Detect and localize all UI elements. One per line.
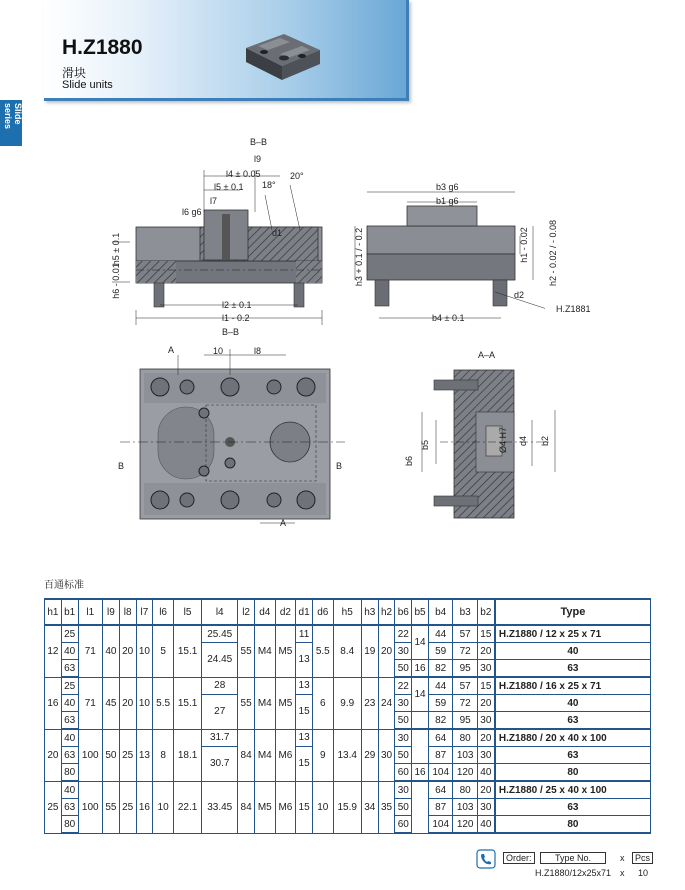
cell-b5 bbox=[412, 712, 429, 730]
header-l1: l1 bbox=[78, 599, 102, 625]
top-view-drawing bbox=[110, 345, 350, 535]
cell-b4: 64 bbox=[428, 729, 452, 747]
cell-d4: M4 bbox=[254, 625, 275, 677]
cell-b4: 82 bbox=[428, 712, 452, 730]
section-bb-drawing bbox=[100, 150, 340, 340]
cell-b4: 87 bbox=[428, 799, 452, 816]
order-example: H.Z1880/12x25x71 bbox=[535, 868, 612, 878]
cell-h1: 25 bbox=[45, 781, 62, 833]
cell-b1: 40 bbox=[61, 781, 78, 799]
cell-h1: 20 bbox=[45, 729, 62, 781]
cell-b2: 30 bbox=[477, 799, 494, 816]
cell-l1: 100 bbox=[78, 781, 102, 833]
cell-b4: 87 bbox=[428, 747, 452, 764]
dim-h1: h1 - 0.02 bbox=[518, 227, 529, 263]
header-b1: b1 bbox=[61, 599, 78, 625]
cell-b1: 63 bbox=[61, 712, 78, 730]
phone-icon bbox=[476, 849, 496, 869]
dim-l5: l5 ± 0.1 bbox=[214, 182, 244, 192]
pcs-label: Pcs bbox=[632, 852, 653, 864]
cell-d4: M4 bbox=[254, 729, 275, 781]
cell-b5: 14 bbox=[412, 625, 429, 660]
order-qty: 10 bbox=[638, 868, 649, 878]
cell-h5: 13.4 bbox=[333, 729, 361, 781]
cell-b3: 72 bbox=[453, 695, 477, 712]
cell-l4: 28 bbox=[202, 677, 238, 695]
dim-l7: l7 bbox=[210, 196, 218, 206]
cell-type: H.Z1880 / 20 x 40 x 100 bbox=[495, 729, 651, 747]
dim-b2: b2 bbox=[540, 435, 551, 447]
header-d6: d6 bbox=[312, 599, 333, 625]
cell-l9: 45 bbox=[103, 677, 120, 729]
cell-h5: 9.9 bbox=[333, 677, 361, 729]
header-l7: l7 bbox=[136, 599, 153, 625]
cell-l6: 8 bbox=[153, 729, 174, 781]
cell-d2: M6 bbox=[275, 781, 296, 833]
cell-b1: 40 bbox=[61, 695, 78, 712]
cell-b6: 30 bbox=[395, 781, 412, 799]
cell-h3: 34 bbox=[361, 781, 378, 833]
cell-d4: M4 bbox=[254, 677, 275, 729]
header-l8: l8 bbox=[119, 599, 136, 625]
header-l5: l5 bbox=[173, 599, 201, 625]
cell-d2: M6 bbox=[275, 729, 296, 781]
cell-b2: 20 bbox=[477, 643, 494, 660]
order-x2: x bbox=[620, 868, 625, 878]
cell-b4: 44 bbox=[428, 625, 452, 643]
cell-l9: 55 bbox=[103, 781, 120, 833]
header-b5: b5 bbox=[412, 599, 429, 625]
cell-b6: 30 bbox=[395, 695, 412, 712]
cell-d6: 5.5 bbox=[312, 625, 333, 677]
cell-l8: 20 bbox=[119, 677, 136, 729]
table-row bbox=[45, 781, 651, 799]
cell-b1: 80 bbox=[61, 816, 78, 834]
table-row bbox=[45, 677, 651, 695]
cell-d1: 11 bbox=[296, 625, 313, 643]
cell-b4: 64 bbox=[428, 781, 452, 799]
header-h5: h5 bbox=[333, 599, 361, 625]
cell-l4: 31.7 bbox=[202, 729, 238, 747]
cell-b5: 14 bbox=[412, 677, 429, 712]
cell-b4: 82 bbox=[428, 660, 452, 678]
product-code: H.Z1880 bbox=[62, 36, 143, 59]
dim-l4: l4 ± 0.05 bbox=[226, 169, 261, 179]
cell-l8: 20 bbox=[119, 625, 136, 677]
cell-l1: 100 bbox=[78, 729, 102, 781]
cell-h3: 29 bbox=[361, 729, 378, 781]
cell-l4: 25.45 bbox=[202, 625, 238, 643]
cell-l6: 5.5 bbox=[153, 677, 174, 729]
view-label-a-top: A bbox=[168, 345, 175, 355]
header-h3: h3 bbox=[361, 599, 378, 625]
cell-b4: 104 bbox=[428, 816, 452, 834]
dim-b1: b1 g6 bbox=[436, 196, 459, 206]
cell-l5: 22.1 bbox=[173, 781, 201, 833]
cell-b2: 30 bbox=[477, 712, 494, 730]
cell-b4: 59 bbox=[428, 643, 452, 660]
cell-d1: 15 bbox=[296, 747, 313, 782]
cell-b6: 60 bbox=[395, 816, 412, 834]
angle-20: 20° bbox=[290, 171, 304, 181]
ref-part-label: H.Z1881 bbox=[556, 304, 591, 314]
cell-l4: 24.45 bbox=[202, 643, 238, 678]
cell-d6: 6 bbox=[312, 677, 333, 729]
cell-b1: 63 bbox=[61, 660, 78, 678]
cell-b1: 63 bbox=[61, 799, 78, 816]
dim-b6: b6 bbox=[404, 455, 415, 467]
cell-b5: 16 bbox=[412, 764, 429, 782]
cell-b3: 80 bbox=[453, 781, 477, 799]
cell-b6: 22 bbox=[395, 677, 412, 695]
header-b6: b6 bbox=[395, 599, 412, 625]
order-x1: x bbox=[620, 853, 625, 863]
cell-h3: 23 bbox=[361, 677, 378, 729]
cell-type: 80 bbox=[495, 764, 651, 782]
cell-type: 63 bbox=[495, 660, 651, 678]
cell-type: H.Z1880 / 25 x 40 x 100 bbox=[495, 781, 651, 799]
dim-d4: d4 bbox=[518, 435, 529, 447]
cell-type: 40 bbox=[495, 695, 651, 712]
header-l6: l6 bbox=[153, 599, 174, 625]
cell-h5: 15.9 bbox=[333, 781, 361, 833]
table-row bbox=[45, 625, 651, 643]
header-b2: b2 bbox=[477, 599, 494, 625]
header-d4: d4 bbox=[254, 599, 275, 625]
cell-b6: 30 bbox=[395, 643, 412, 660]
cell-type: 63 bbox=[495, 799, 651, 816]
cell-l9: 50 bbox=[103, 729, 120, 781]
cell-h3: 19 bbox=[361, 625, 378, 677]
cell-l2: 55 bbox=[238, 677, 255, 729]
cell-b3: 120 bbox=[453, 764, 477, 782]
cell-b1: 80 bbox=[61, 764, 78, 782]
cell-b1: 63 bbox=[61, 747, 78, 764]
cell-b6: 30 bbox=[395, 729, 412, 747]
cell-b1: 25 bbox=[61, 677, 78, 695]
order-label: Order: bbox=[503, 852, 535, 864]
cell-l9: 40 bbox=[103, 625, 120, 677]
cell-b5 bbox=[412, 781, 429, 833]
dim-b3: b3 g6 bbox=[436, 182, 459, 192]
side-tab: Slide series bbox=[0, 100, 22, 146]
cell-d4: M5 bbox=[254, 781, 275, 833]
cell-type: 40 bbox=[495, 643, 651, 660]
cell-b3: 80 bbox=[453, 729, 477, 747]
cell-b4: 59 bbox=[428, 695, 452, 712]
cell-h5: 8.4 bbox=[333, 625, 361, 677]
cell-b3: 57 bbox=[453, 625, 477, 643]
dim-h2: h2 - 0.02 / - 0.08 bbox=[548, 219, 559, 287]
view-label-b-left: B bbox=[118, 461, 125, 471]
dim-l9: l9 bbox=[254, 154, 262, 164]
dim-d4-h7: Ø4 H7 bbox=[498, 426, 509, 454]
cell-h2: 20 bbox=[378, 625, 395, 677]
cell-b6: 50 bbox=[395, 799, 412, 816]
dim-l8: l8 bbox=[254, 346, 262, 356]
cell-l4: 27 bbox=[202, 695, 238, 730]
cell-type: 80 bbox=[495, 816, 651, 834]
cell-l4: 33.45 bbox=[202, 781, 238, 833]
cell-d1: 15 bbox=[296, 781, 313, 833]
cell-b3: 95 bbox=[453, 660, 477, 678]
header-h2: h2 bbox=[378, 599, 395, 625]
cell-b2: 30 bbox=[477, 660, 494, 678]
cell-b1: 25 bbox=[61, 625, 78, 643]
header-l9: l9 bbox=[103, 599, 120, 625]
cell-l7: 13 bbox=[136, 729, 153, 781]
cell-l7: 10 bbox=[136, 677, 153, 729]
cell-l5: 15.1 bbox=[173, 625, 201, 677]
header-type: Type bbox=[495, 599, 651, 625]
cell-b2: 20 bbox=[477, 729, 494, 747]
cell-h2: 24 bbox=[378, 677, 395, 729]
table-header-row bbox=[45, 599, 651, 625]
cell-l7: 10 bbox=[136, 625, 153, 677]
product-name-cn: 滑块 bbox=[62, 66, 87, 80]
cell-d2: M5 bbox=[275, 625, 296, 677]
cell-d1: 13 bbox=[296, 729, 313, 747]
dim-l1: l1 - 0.2 bbox=[222, 313, 250, 323]
cell-h2: 30 bbox=[378, 729, 395, 781]
cell-l1: 71 bbox=[78, 625, 102, 677]
header-l4: l4 bbox=[202, 599, 238, 625]
spec-table bbox=[44, 598, 651, 834]
cell-b4: 44 bbox=[428, 677, 452, 695]
type-no-label: Type No. bbox=[540, 852, 606, 864]
cell-b3: 72 bbox=[453, 643, 477, 660]
cell-b1: 40 bbox=[61, 729, 78, 747]
cell-b5: 16 bbox=[412, 660, 429, 678]
cell-l8: 25 bbox=[119, 729, 136, 781]
view-label-b-right: B bbox=[336, 461, 343, 471]
cell-b2: 40 bbox=[477, 764, 494, 782]
product-name-en: Slide units bbox=[62, 79, 113, 91]
cell-l4: 30.7 bbox=[202, 747, 238, 782]
cell-l2: 55 bbox=[238, 625, 255, 677]
cell-type: 63 bbox=[495, 747, 651, 764]
cell-b2: 15 bbox=[477, 625, 494, 643]
cell-b4: 104 bbox=[428, 764, 452, 782]
cell-type: 63 bbox=[495, 712, 651, 730]
cell-b2: 20 bbox=[477, 781, 494, 799]
cell-h2: 35 bbox=[378, 781, 395, 833]
header-b4: b4 bbox=[428, 599, 452, 625]
view-label-a-bottom: A bbox=[280, 518, 287, 528]
cell-l6: 10 bbox=[153, 781, 174, 833]
dim-l2: l2 ± 0.1 bbox=[222, 300, 252, 310]
cell-b6: 22 bbox=[395, 625, 412, 643]
cell-h1: 16 bbox=[45, 677, 62, 729]
cell-b6: 50 bbox=[395, 660, 412, 678]
cell-b5 bbox=[412, 729, 429, 764]
dim-h3: h3 + 0.1 / - 0.2 bbox=[354, 227, 365, 287]
cell-l5: 18.1 bbox=[173, 729, 201, 781]
table-section-title: 百通标准 bbox=[44, 580, 84, 591]
dim-10: 10 bbox=[213, 346, 224, 356]
cell-b6: 60 bbox=[395, 764, 412, 782]
header-h1: h1 bbox=[45, 599, 62, 625]
cell-b2: 30 bbox=[477, 747, 494, 764]
cell-b3: 95 bbox=[453, 712, 477, 730]
section-aa-label: A–A bbox=[478, 350, 496, 360]
cell-b2: 40 bbox=[477, 816, 494, 834]
cell-b2: 20 bbox=[477, 695, 494, 712]
product-photo bbox=[240, 28, 322, 83]
cell-b3: 103 bbox=[453, 799, 477, 816]
cell-b3: 120 bbox=[453, 816, 477, 834]
cell-h1: 12 bbox=[45, 625, 62, 677]
dim-b5: b5 bbox=[420, 439, 431, 451]
cell-l2: 84 bbox=[238, 781, 255, 833]
cell-d1: 15 bbox=[296, 695, 313, 730]
table-row bbox=[45, 729, 651, 747]
dim-l6: l6 g6 bbox=[182, 207, 202, 217]
dim-d2: d2 bbox=[514, 290, 525, 300]
cell-b2: 15 bbox=[477, 677, 494, 695]
cell-d2: M5 bbox=[275, 677, 296, 729]
cell-b6: 50 bbox=[395, 712, 412, 730]
cell-l6: 5 bbox=[153, 625, 174, 677]
header-d1: d1 bbox=[296, 599, 313, 625]
dim-b4: b4 ± 0.1 bbox=[432, 313, 465, 323]
section-bb-top-label: B–B bbox=[250, 137, 268, 147]
cell-d1: 13 bbox=[296, 677, 313, 695]
cell-b3: 103 bbox=[453, 747, 477, 764]
cell-l7: 16 bbox=[136, 781, 153, 833]
dim-h5: h5 ± 0.1 bbox=[111, 232, 122, 266]
cell-l5: 15.1 bbox=[173, 677, 201, 729]
dim-h6: h6 - 0.01 bbox=[110, 263, 121, 299]
cell-type: H.Z1880 / 12 x 25 x 71 bbox=[495, 625, 651, 643]
header-b3: b3 bbox=[453, 599, 477, 625]
header-l2: l2 bbox=[238, 599, 255, 625]
cell-d6: 9 bbox=[312, 729, 333, 781]
cell-l2: 84 bbox=[238, 729, 255, 781]
cell-d6: 10 bbox=[312, 781, 333, 833]
header-d2: d2 bbox=[275, 599, 296, 625]
cell-l1: 71 bbox=[78, 677, 102, 729]
cell-type: H.Z1880 / 16 x 25 x 71 bbox=[495, 677, 651, 695]
angle-18: 18° bbox=[262, 180, 276, 190]
cell-b6: 50 bbox=[395, 747, 412, 764]
dim-d1: d1 bbox=[272, 228, 283, 238]
cell-l8: 25 bbox=[119, 781, 136, 833]
cell-d1: 13 bbox=[296, 643, 313, 678]
section-bb-bottom-label: B–B bbox=[222, 327, 240, 337]
cell-b3: 57 bbox=[453, 677, 477, 695]
cell-b1: 40 bbox=[61, 643, 78, 660]
